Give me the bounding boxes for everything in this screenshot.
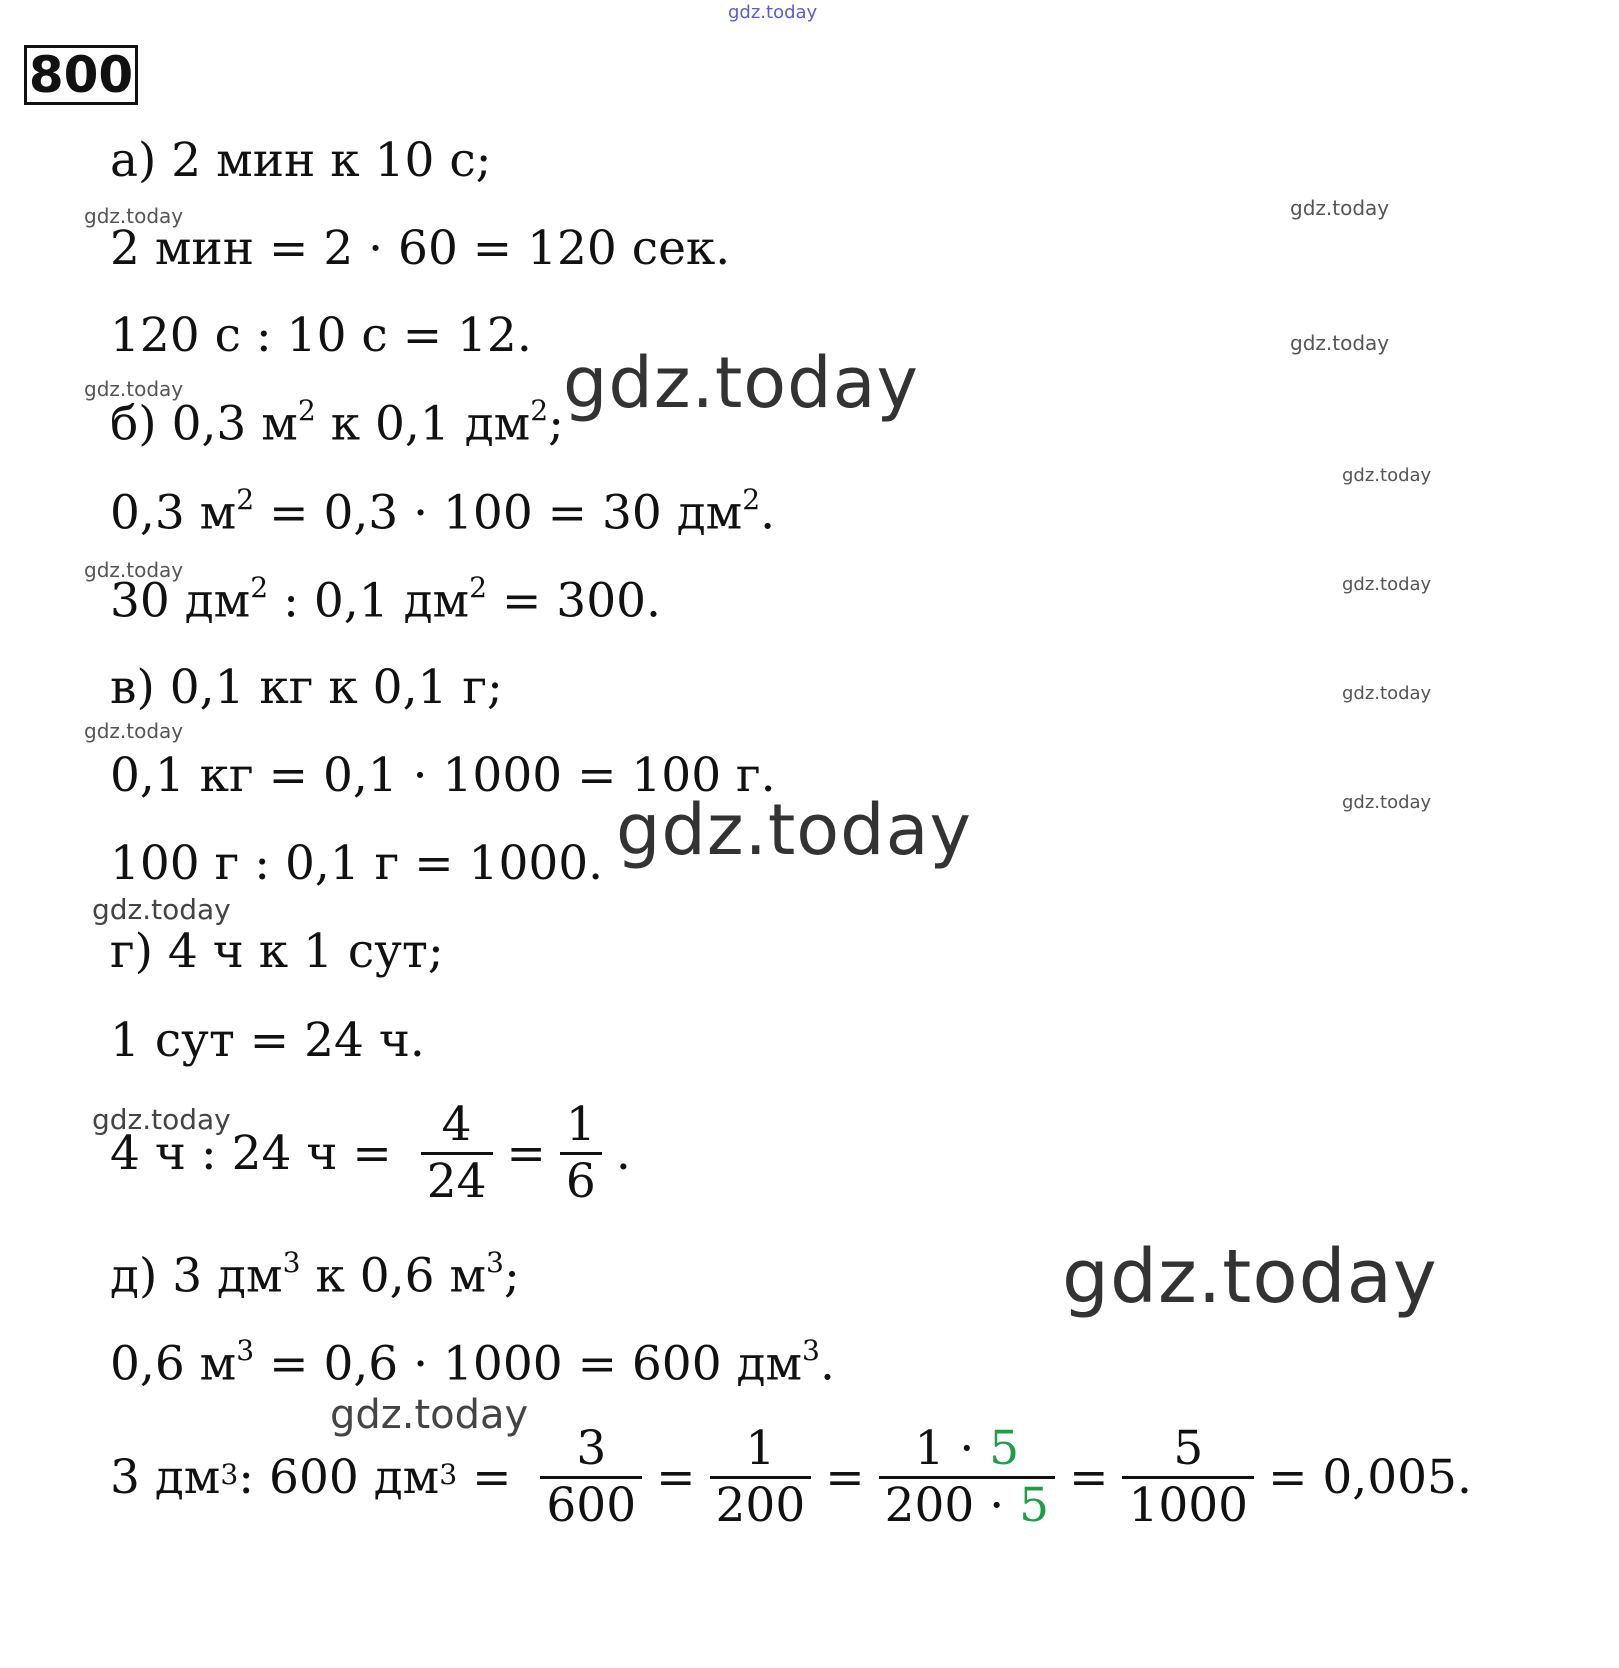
watermark: gdz.today <box>84 204 184 228</box>
part-v-task: в) 0,1 кг к 0,1 г; <box>110 660 503 715</box>
watermark: gdz.today <box>330 1392 529 1438</box>
part-a-line2: 120 с : 10 с = 12. <box>110 308 532 363</box>
part-v-line2: 100 г : 0,1 г = 1000. <box>110 836 604 891</box>
watermark: gdz.today <box>92 1103 231 1136</box>
fraction: $\frac{3}{600}$ <box>540 1422 642 1533</box>
watermark: gdz.today <box>728 2 818 23</box>
fraction: $\frac{5}{1000}$ <box>1122 1422 1254 1533</box>
fraction: $\frac{1 \cdot 5}{200 \cdot 5}$ <box>879 1422 1055 1533</box>
highlight-factor: 5 <box>1019 1478 1050 1534</box>
watermark: gdz.today <box>92 893 231 926</box>
watermark: gdz.today <box>1290 196 1390 220</box>
fraction: $\frac{4}{24}$ <box>421 1098 493 1209</box>
watermark: gdz.today <box>1342 683 1432 704</box>
part-b-line1: 0,3 $м^2 = 0,3 \cdot 100 = 30$ $дм^2$. <box>110 483 776 541</box>
part-d-task: д) 3 $дм^3$ к 0,6 $м^3$; <box>110 1246 520 1304</box>
watermark: gdz.today <box>1290 331 1390 355</box>
watermark: gdz.today <box>1342 465 1432 486</box>
task-number: 800 <box>24 45 138 105</box>
part-a-task: а) 2 мин к 10 с; <box>110 133 492 188</box>
part-d-line1: 0,6 $м^3 = 0,6 \cdot 1000 = 600$ $дм^3$. <box>110 1334 835 1392</box>
part-g-line2: 4 ч : 24 ч = $\frac{4}{24}$ = $\frac{1}{6}$ . <box>110 1097 631 1210</box>
watermark: gdz.today <box>563 342 919 424</box>
watermark: gdz.today <box>84 377 184 401</box>
watermark: gdz.today <box>1062 1234 1438 1320</box>
part-b-line2: 30 $дм^2$ : 0,1 $дм^2 = 300$. <box>110 571 661 629</box>
fraction: $\frac{1}{6}$ <box>560 1098 602 1209</box>
part-b-task: б) 0,3 $м^2$ к 0,1 $дм^2$; <box>110 394 564 452</box>
part-v-line1: 0,1 кг = 0,1 · 1000 = 100 г. <box>110 748 776 803</box>
part-d-line2: 3 дм $^3$ : 600 дм $^3$ = $\frac{3}{600}$ = $\frac{1}{200}$ = $\frac{1 \cdot 5}{200 \cdot 5}$ = $\frac{5}{1000}$ = 0,005. <box>110 1421 1472 1534</box>
watermark: gdz.today <box>84 558 184 582</box>
part-g-line1: 1 сут = 24 ч. <box>110 1013 425 1068</box>
highlight-factor: 5 <box>989 1421 1020 1476</box>
fraction: $\frac{1}{200}$ <box>710 1422 812 1533</box>
watermark: gdz.today <box>1342 792 1432 813</box>
watermark: gdz.today <box>1342 574 1432 595</box>
part-a-line1: 2 мин = 2 · 60 = 120 сек. <box>110 221 731 276</box>
watermark: gdz.today <box>616 789 972 871</box>
part-g-task: г) 4 ч к 1 сут; <box>110 924 444 979</box>
watermark: gdz.today <box>84 719 184 743</box>
